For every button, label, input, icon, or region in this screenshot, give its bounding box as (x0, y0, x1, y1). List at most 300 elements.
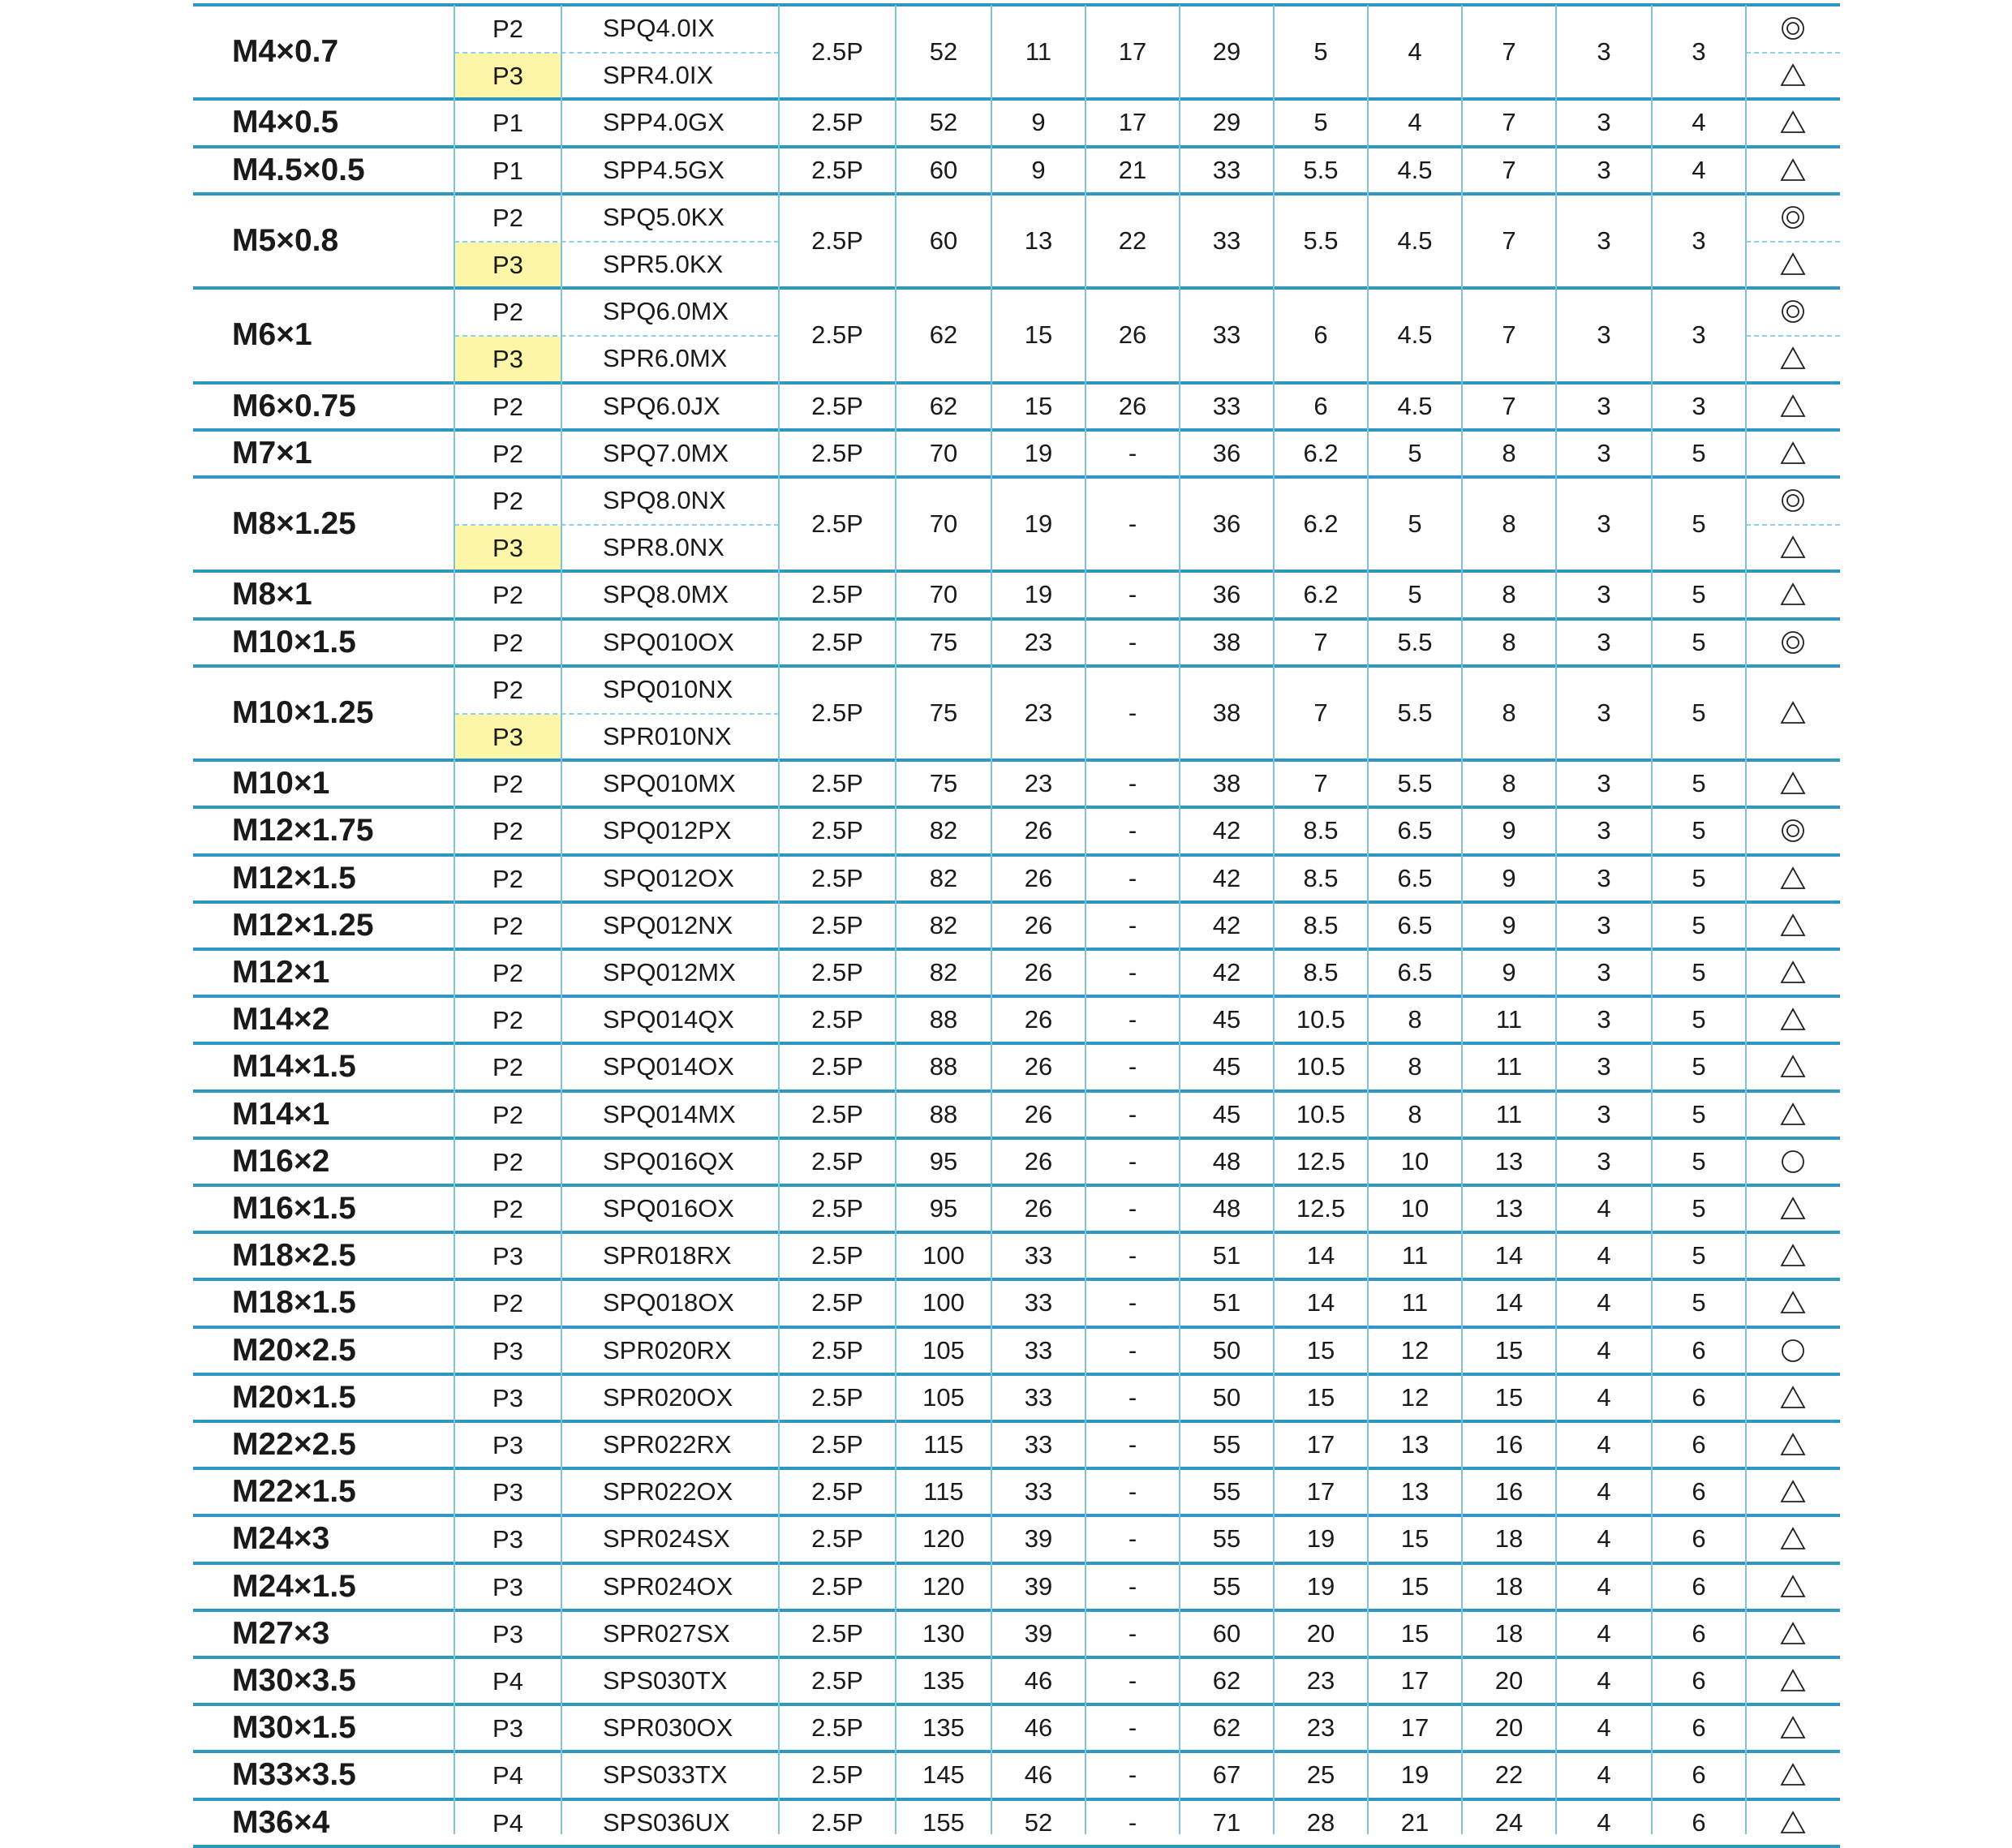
row-divider (193, 569, 1840, 573)
flutes: 3 (1597, 910, 1611, 939)
shank-length: 51 (1212, 1288, 1241, 1317)
product-code: SPQ6.0JX (603, 391, 720, 420)
product-code: SPQ010NX (603, 674, 733, 703)
column-divider (895, 5, 896, 1834)
row-divider (193, 1467, 1840, 1470)
triangle-icon (1746, 1043, 1840, 1090)
flutes: 3 (1597, 509, 1611, 539)
thread-length: 15 (1024, 391, 1053, 420)
d1: 23 (1306, 1713, 1335, 1743)
flutes2: 6 (1692, 1430, 1706, 1459)
product-code: SPQ012MX (603, 958, 736, 987)
row-divider (193, 1798, 1840, 1801)
flutes: 4 (1597, 1194, 1611, 1223)
s2: 11 (1495, 1005, 1523, 1034)
square: 11 (1401, 1241, 1429, 1270)
column-divider (1651, 5, 1653, 1834)
flutes: 3 (1597, 769, 1611, 798)
chamfer: 2.5P (811, 320, 863, 350)
d1: 5 (1313, 37, 1328, 67)
class-cell: P3 (492, 1525, 523, 1554)
thread-length: 33 (1024, 1288, 1053, 1317)
d1: 14 (1306, 1241, 1335, 1270)
s2: 24 (1494, 1807, 1524, 1837)
s2: 20 (1494, 1666, 1524, 1695)
class-cell: P4 (492, 1761, 523, 1790)
chamfer: 2.5P (811, 769, 863, 798)
total-length: 88 (929, 1005, 958, 1034)
s2: 8 (1502, 580, 1516, 609)
class-cell: P3 (492, 1336, 523, 1365)
triangle-icon (1746, 430, 1840, 477)
flutes2: 5 (1692, 910, 1706, 939)
thread-size: M8×1 (232, 577, 312, 612)
flutes2: 4 (1692, 108, 1706, 137)
thread-size: M12×1.75 (232, 813, 374, 849)
thread-length: 11 (1025, 37, 1052, 67)
flutes: 3 (1597, 580, 1611, 609)
product-code: SPR020OX (603, 1382, 733, 1412)
square: 12 (1400, 1382, 1429, 1412)
product-code: SPQ012NX (603, 910, 733, 939)
row-divider (193, 1184, 1840, 1187)
total-length: 100 (922, 1241, 965, 1270)
total-length: 82 (929, 958, 958, 987)
flutes: 4 (1597, 1430, 1611, 1459)
class-cell: P2 (492, 1053, 523, 1082)
row-divider (193, 192, 1840, 196)
class-cell: P3 (492, 1619, 523, 1648)
shank-length: 33 (1212, 155, 1241, 184)
shank-length: 45 (1212, 1099, 1241, 1128)
thread-length: 23 (1024, 698, 1053, 727)
thread-size: M20×2.5 (232, 1332, 356, 1368)
thread-size: M30×1.5 (232, 1710, 356, 1746)
chamfer: 2.5P (811, 1713, 863, 1743)
thread-size: M36×4 (232, 1804, 330, 1840)
column-divider (1555, 5, 1557, 1834)
thread-size: M4×0.7 (232, 34, 339, 70)
thread-length: 26 (1024, 958, 1053, 987)
thread-size: M22×2.5 (232, 1427, 356, 1463)
chamfer: 2.5P (811, 37, 863, 67)
column-divider (1085, 5, 1086, 1834)
s2: 7 (1502, 226, 1516, 255)
thread-length: 19 (1024, 438, 1053, 467)
d1: 7 (1313, 698, 1328, 727)
flutes2: 5 (1692, 863, 1706, 892)
product-code: SPQ012OX (603, 863, 734, 892)
column-divider (778, 5, 780, 1834)
class-cell: P3 (454, 337, 561, 382)
chamfer: 2.5P (811, 391, 863, 420)
shank-length: 55 (1212, 1477, 1241, 1506)
thread-size: M14×2 (232, 1002, 330, 1038)
d1: 6 (1313, 320, 1328, 350)
square: 5.5 (1397, 698, 1433, 727)
square: 8 (1408, 1099, 1422, 1128)
shank-length: 50 (1212, 1335, 1241, 1365)
product-code: SPQ8.0NX (603, 486, 726, 515)
thread-size: M24×1.5 (232, 1568, 356, 1604)
class-cell: P3 (454, 715, 561, 760)
d3: - (1128, 863, 1137, 892)
product-code: SPR030OX (603, 1713, 733, 1743)
d3: - (1128, 1005, 1137, 1034)
thread-length: 52 (1024, 1807, 1053, 1837)
shank-length: 45 (1212, 1052, 1241, 1081)
d1: 25 (1306, 1760, 1335, 1790)
d1: 12.5 (1296, 1194, 1346, 1223)
d3: - (1128, 1099, 1137, 1128)
flutes2: 6 (1692, 1335, 1706, 1365)
row-divider (193, 3, 1840, 6)
total-length: 105 (922, 1335, 965, 1365)
s2: 7 (1502, 391, 1516, 420)
triangle-icon (1746, 1185, 1840, 1232)
chamfer: 2.5P (811, 958, 863, 987)
thread-length: 26 (1024, 1146, 1053, 1175)
triangle-icon (1746, 1232, 1840, 1279)
total-length: 82 (929, 863, 958, 892)
square: 12 (1400, 1335, 1429, 1365)
row-divider (193, 1845, 1840, 1848)
shank-length: 36 (1212, 580, 1241, 609)
d3: - (1128, 1477, 1137, 1506)
variant-separator (454, 241, 779, 243)
flutes: 4 (1597, 1335, 1611, 1365)
row-divider (193, 1609, 1840, 1612)
class-cell: P2 (492, 675, 523, 704)
d1: 10.5 (1296, 1052, 1346, 1081)
class-cell: P2 (492, 392, 523, 421)
chamfer: 2.5P (811, 816, 863, 845)
shank-length: 60 (1212, 1618, 1241, 1648)
triangle-icon (1746, 996, 1840, 1043)
triangle-icon (1746, 1515, 1840, 1562)
s2: 15 (1494, 1382, 1524, 1412)
square: 10 (1400, 1194, 1429, 1223)
square: 5 (1408, 509, 1422, 539)
class-cell: P3 (492, 1714, 523, 1743)
d3: 17 (1118, 37, 1147, 67)
flutes2: 4 (1692, 155, 1706, 184)
class-cell: P2 (492, 864, 523, 893)
thread-length: 39 (1024, 1618, 1053, 1648)
row-divider (193, 995, 1840, 998)
variant-separator (1746, 52, 1840, 54)
square: 4.5 (1397, 155, 1433, 184)
product-code: SPS036UX (603, 1807, 730, 1837)
chamfer: 2.5P (811, 1194, 863, 1223)
chamfer: 2.5P (811, 1052, 863, 1081)
flutes2: 6 (1692, 1382, 1706, 1412)
flutes2: 5 (1692, 1099, 1706, 1128)
variant-separator (1746, 241, 1840, 243)
shank-length: 29 (1212, 108, 1241, 137)
thread-length: 9 (1031, 108, 1046, 137)
product-code: SPP4.0GX (603, 108, 724, 137)
flutes: 3 (1597, 698, 1611, 727)
triangle-icon (1746, 1374, 1840, 1421)
product-code: SPQ014QX (603, 1005, 734, 1034)
variant-separator (1746, 335, 1840, 337)
thread-size: M22×1.5 (232, 1474, 356, 1510)
thread-size: M16×2 (232, 1143, 330, 1179)
column-divider (1273, 5, 1275, 1834)
square: 10 (1400, 1146, 1429, 1175)
square: 4.5 (1397, 226, 1433, 255)
flutes: 3 (1597, 1099, 1611, 1128)
s2: 18 (1494, 1618, 1524, 1648)
product-code: SPQ5.0KX (603, 202, 724, 231)
flutes: 4 (1597, 1477, 1611, 1506)
d3: - (1128, 816, 1137, 845)
d1: 8.5 (1303, 863, 1339, 892)
flutes: 3 (1597, 37, 1611, 67)
row-divider (193, 1514, 1840, 1517)
row-divider (193, 617, 1840, 621)
thread-size: M14×1 (232, 1096, 330, 1132)
class-cell: P3 (492, 1383, 523, 1412)
thread-size: M27×3 (232, 1615, 330, 1651)
flutes: 3 (1597, 816, 1611, 845)
thread-size: M5×0.8 (232, 222, 339, 258)
shank-length: 38 (1212, 627, 1241, 656)
thread-length: 9 (1031, 155, 1046, 184)
s2: 16 (1494, 1430, 1524, 1459)
triangle-icon (1746, 524, 1840, 571)
thread-size: M7×1 (232, 435, 312, 471)
flutes: 4 (1597, 1618, 1611, 1648)
chamfer: 2.5P (811, 108, 863, 137)
square: 13 (1400, 1477, 1429, 1506)
class-cell: P2 (492, 959, 523, 988)
flutes2: 5 (1692, 1288, 1706, 1317)
d1: 28 (1306, 1807, 1335, 1837)
product-code: SPR022RX (603, 1430, 732, 1459)
square: 19 (1400, 1760, 1429, 1790)
flutes: 3 (1597, 438, 1611, 467)
flutes2: 6 (1692, 1760, 1706, 1790)
double-circle-icon (1746, 477, 1840, 524)
total-length: 70 (929, 438, 958, 467)
square: 15 (1400, 1571, 1429, 1601)
d1: 17 (1306, 1477, 1335, 1506)
chamfer: 2.5P (811, 1288, 863, 1317)
thread-length: 39 (1024, 1571, 1053, 1601)
d3: 26 (1118, 320, 1147, 350)
flutes2: 5 (1692, 1052, 1706, 1081)
thread-length: 26 (1024, 1194, 1053, 1223)
d1: 6 (1313, 391, 1328, 420)
s2: 7 (1502, 155, 1516, 184)
row-divider (193, 1373, 1840, 1376)
d3: 26 (1118, 391, 1147, 420)
flutes2: 5 (1692, 1241, 1706, 1270)
product-code: SPQ012PX (603, 816, 732, 845)
chamfer: 2.5P (811, 1146, 863, 1175)
thread-size: M12×1.25 (232, 907, 374, 943)
chamfer: 2.5P (811, 1241, 863, 1270)
s2: 13 (1494, 1146, 1524, 1175)
s2: 13 (1494, 1194, 1524, 1223)
row-divider (193, 948, 1840, 951)
total-length: 82 (929, 910, 958, 939)
flutes: 4 (1597, 1288, 1611, 1317)
flutes2: 6 (1692, 1477, 1706, 1506)
product-code: SPR5.0KX (603, 250, 724, 279)
square: 5.5 (1397, 627, 1433, 656)
triangle-icon (1746, 52, 1840, 99)
total-length: 95 (929, 1194, 958, 1223)
chamfer: 2.5P (811, 580, 863, 609)
flutes: 4 (1597, 1807, 1611, 1837)
total-length: 130 (922, 1618, 965, 1648)
class-cell: P3 (454, 526, 561, 571)
triangle-icon (1746, 335, 1840, 382)
thread-length: 46 (1024, 1666, 1053, 1695)
row-divider (193, 286, 1840, 290)
row-divider (193, 145, 1840, 148)
flutes2: 5 (1692, 698, 1706, 727)
thread-size: M6×0.75 (232, 388, 356, 423)
product-code: SPQ8.0MX (603, 580, 729, 609)
product-code: SPQ4.0IX (603, 14, 715, 43)
chamfer: 2.5P (811, 910, 863, 939)
thread-length: 26 (1024, 1052, 1053, 1081)
square: 15 (1400, 1618, 1429, 1648)
column-divider (1461, 5, 1463, 1834)
product-code: SPQ010MX (603, 769, 736, 798)
shank-length: 33 (1212, 391, 1241, 420)
thread-size: M12×1.5 (232, 860, 356, 896)
column-divider (561, 5, 562, 1834)
total-length: 100 (922, 1288, 965, 1317)
d3: 21 (1118, 155, 1147, 184)
class-cell: P2 (492, 439, 523, 468)
chamfer: 2.5P (811, 627, 863, 656)
total-length: 88 (929, 1099, 958, 1128)
d3: - (1128, 509, 1137, 539)
d3: - (1128, 1052, 1137, 1081)
d1: 8.5 (1303, 910, 1339, 939)
product-code: SPR8.0NX (603, 533, 724, 562)
thread-length: 15 (1024, 320, 1053, 350)
shank-length: 38 (1212, 698, 1241, 727)
row-divider (193, 381, 1840, 385)
total-length: 60 (929, 155, 958, 184)
thread-size: M16×1.5 (232, 1191, 356, 1227)
square: 17 (1400, 1666, 1429, 1695)
flutes2: 5 (1692, 438, 1706, 467)
chamfer: 2.5P (811, 226, 863, 255)
row-divider (193, 806, 1840, 809)
s2: 9 (1502, 910, 1516, 939)
thread-length: 46 (1024, 1713, 1053, 1743)
flutes: 3 (1597, 108, 1611, 137)
variant-separator (454, 52, 779, 54)
shank-length: 33 (1212, 226, 1241, 255)
chamfer: 2.5P (811, 1571, 863, 1601)
class-cell: P2 (492, 1195, 523, 1224)
square: 5 (1408, 580, 1422, 609)
shank-length: 42 (1212, 958, 1241, 987)
square: 11 (1401, 1288, 1429, 1317)
total-length: 120 (922, 1571, 965, 1601)
thread-size: M14×1.5 (232, 1049, 356, 1085)
chamfer: 2.5P (811, 1335, 863, 1365)
class-cell: P2 (492, 817, 523, 846)
chamfer: 2.5P (811, 698, 863, 727)
d1: 6.2 (1303, 509, 1339, 539)
chamfer: 2.5P (811, 1524, 863, 1554)
flutes2: 3 (1692, 226, 1706, 255)
flutes2: 5 (1692, 509, 1706, 539)
double-circle-icon (1746, 194, 1840, 241)
square: 4 (1408, 37, 1422, 67)
triangle-icon (1746, 1421, 1840, 1468)
chamfer: 2.5P (811, 1807, 863, 1837)
class-cell: P2 (492, 1289, 523, 1318)
flutes2: 5 (1692, 1194, 1706, 1223)
flutes2: 3 (1692, 391, 1706, 420)
class-cell: P3 (454, 243, 561, 288)
flutes: 3 (1597, 226, 1611, 255)
flutes2: 5 (1692, 958, 1706, 987)
d3: 17 (1118, 108, 1147, 137)
product-code: SPR024SX (603, 1524, 730, 1554)
column-divider (1367, 5, 1369, 1834)
square: 13 (1400, 1430, 1429, 1459)
class-cell: P3 (492, 1431, 523, 1460)
triangle-icon (1746, 1091, 1840, 1138)
product-code: SPQ014OX (603, 1052, 734, 1081)
d3: - (1128, 1524, 1137, 1554)
class-cell: P4 (492, 1667, 523, 1696)
square: 6.5 (1397, 958, 1433, 987)
total-length: 145 (922, 1760, 965, 1790)
class-cell: P2 (492, 15, 523, 44)
chamfer: 2.5P (811, 155, 863, 184)
s2: 8 (1502, 769, 1516, 798)
shank-length: 29 (1212, 37, 1241, 67)
square: 6.5 (1397, 910, 1433, 939)
product-code: SPR027SX (603, 1618, 730, 1648)
total-length: 52 (929, 37, 958, 67)
total-length: 70 (929, 580, 958, 609)
s2: 7 (1502, 320, 1516, 350)
thread-size: M8×1.25 (232, 506, 356, 542)
total-length: 70 (929, 509, 958, 539)
class-cell: P3 (492, 1478, 523, 1507)
s2: 9 (1502, 863, 1516, 892)
total-length: 115 (923, 1477, 964, 1506)
thread-length: 26 (1024, 910, 1053, 939)
d1: 7 (1313, 627, 1328, 656)
row-divider (193, 428, 1840, 432)
row-divider (193, 1137, 1840, 1140)
class-cell: P2 (492, 911, 523, 940)
total-length: 155 (922, 1807, 965, 1837)
product-code: SPQ7.0MX (603, 438, 729, 467)
d3: - (1128, 910, 1137, 939)
chamfer: 2.5P (811, 1477, 863, 1506)
thread-size: M30×3.5 (232, 1663, 356, 1699)
triangle-icon (1746, 383, 1840, 430)
triangle-icon (1746, 1468, 1840, 1515)
total-length: 75 (929, 698, 958, 727)
